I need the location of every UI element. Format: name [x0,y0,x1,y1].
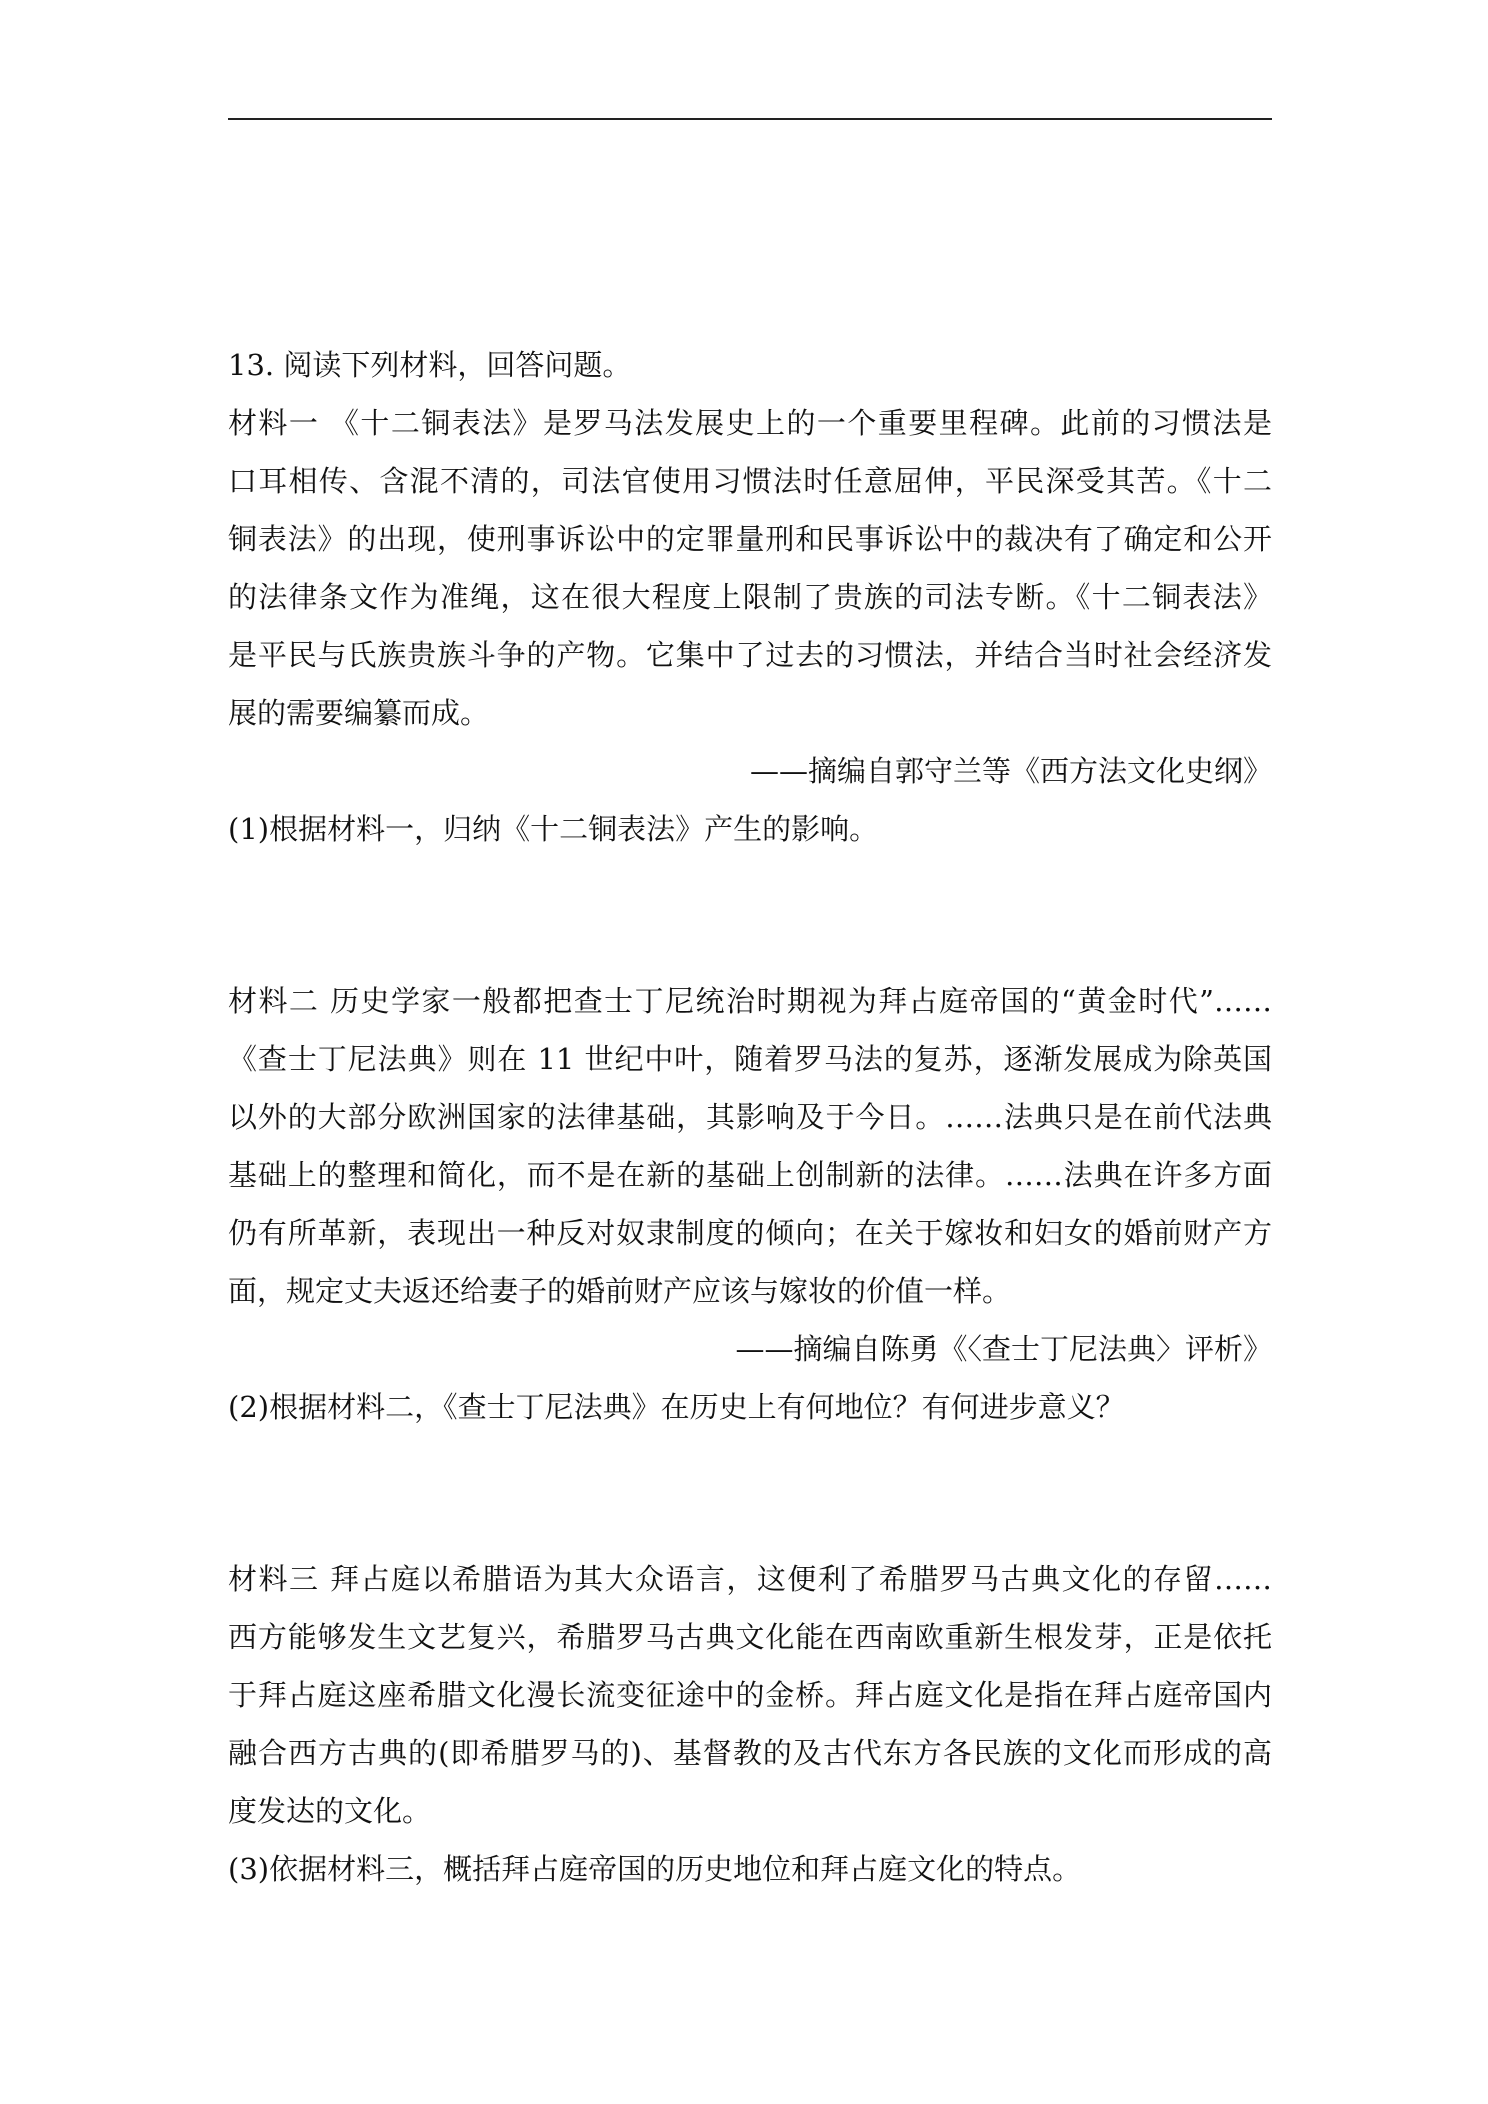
material-2-source: ——摘编自陈勇《〈查士丁尼法典〉评析》 [735,1332,1272,1366]
question-title: 13. 阅读下列材料，回答问题。 [228,348,632,382]
material-1-line: 铜表法》的出现，使刑事诉讼中的定罪量刑和民事诉讼中的裁决有了确定和公开 [228,522,1272,556]
material-3-line: 西方能够发生文艺复兴，希腊罗马古典文化能在西南欧重新生根发芽，正是依托 [228,1620,1272,1654]
material-2-line: 仍有所革新，表现出一种反对奴隶制度的倾向；在关于嫁妆和妇女的婚前财产方 [228,1216,1272,1250]
material-1 [228,394,1272,800]
material-2-line: 基础上的整理和简化，而不是在新的基础上创制新的法律。……法典在许多方面 [228,1158,1272,1192]
material-3 [228,1550,1272,1840]
material-3-line: 于拜占庭这座希腊文化漫长流变征途中的金桥。拜占庭文化是指在拜占庭帝国内 [228,1678,1272,1712]
material-1-line: 的法律条文作为准绳，这在很大程度上限制了贵族的司法专断。《十二铜表法》 [228,580,1272,614]
material-2-line: 以外的大部分欧洲国家的法律基础，其影响及于今日。……法典只是在前代法典 [228,1100,1272,1134]
answer-space [228,1436,1272,1550]
sub-question-3: (3)依据材料三，概括拜占庭帝国的历史地位和拜占庭文化的特点。 [228,1852,1082,1886]
material-2 [228,972,1272,1378]
material-2-line: 材料二 历史学家一般都把查士丁尼统治时期视为拜占庭帝国的“黄金时代”…… [228,984,1272,1018]
material-1-line: 口耳相传、含混不清的，司法官使用习惯法时任意屈伸，平民深受其苦。《十二 [228,464,1272,498]
material-2-line: 《查士丁尼法典》则在 11 世纪中叶，随着罗马法的复苏，逐渐发展成为除英国 [228,1042,1272,1076]
material-3-line: 材料三 拜占庭以希腊语为其大众语言，这便利了希腊罗马古典文化的存留…… [228,1562,1272,1596]
sub-question-2: (2)根据材料二，《查士丁尼法典》在历史上有何地位？有何进步意义？ [228,1390,1125,1424]
material-1-source: ——摘编自郭守兰等《西方法文化史纲》 [749,754,1272,788]
material-1-line: 展的需要编纂而成。 [228,696,490,730]
material-1-line: 是平民与氏族贵族斗争的产物。它集中了过去的习惯法，并结合当时社会经济发 [228,638,1272,672]
header-rule [228,118,1272,120]
material-1-line: 材料一 《十二铜表法》是罗马法发展史上的一个重要里程碑。此前的习惯法是 [228,406,1272,440]
material-3-line: 融合西方古典的(即希腊罗马的)、基督教的及古代东方各民族的文化而形成的高 [228,1736,1272,1770]
answer-space [228,858,1272,972]
question-13 [228,336,1272,1898]
material-2-line: 面，规定丈夫返还给妻子的婚前财产应该与嫁妆的价值一样。 [228,1274,1012,1308]
material-3-line: 度发达的文化。 [228,1794,432,1828]
sub-question-1: (1)根据材料一，归纳《十二铜表法》产生的影响。 [228,812,879,846]
